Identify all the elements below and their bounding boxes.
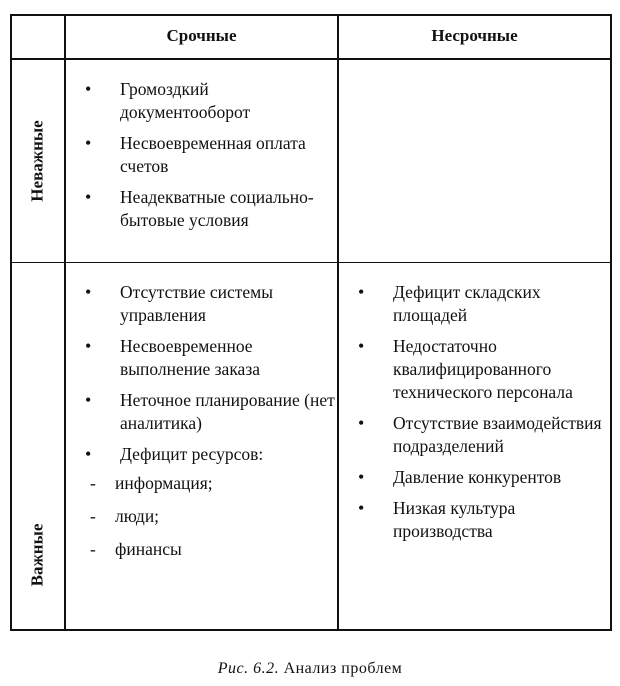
bullet-icon: • xyxy=(85,390,92,410)
row-divider xyxy=(10,262,612,263)
list-item: • Отсутствие системы управления xyxy=(85,282,273,325)
bullet-icon: • xyxy=(85,79,92,99)
list-item: • Громоздкий документооборот xyxy=(85,79,251,122)
bullet-icon: • xyxy=(358,336,365,356)
resource-sublist xyxy=(90,472,337,561)
figure-title: Анализ проблем xyxy=(283,660,403,677)
list-item: • Отсутствие взаимодействия подразделений xyxy=(358,413,602,456)
border-bottom xyxy=(10,629,612,631)
cell-unimportant-urgent xyxy=(66,78,337,240)
header-urgent: Срочные xyxy=(166,26,237,45)
list-item: • Несвоевременная оплата счетов xyxy=(85,133,306,176)
bullet-icon: • xyxy=(85,336,92,356)
sub-list-item: - финансы xyxy=(90,539,182,559)
bullet-icon: • xyxy=(85,282,92,302)
list-item: • Низкая культура производства xyxy=(358,498,516,541)
list-item: • Недостаточно квалифицированного технического персонала xyxy=(358,336,573,402)
row-header-unimportant xyxy=(10,60,65,262)
bullet-icon: • xyxy=(358,498,365,518)
row-header-important xyxy=(10,480,65,630)
bullet-icon: • xyxy=(85,187,92,207)
row-header-important-label: Важные xyxy=(27,523,47,587)
header-non-urgent: Несрочные xyxy=(431,26,518,45)
cell-important-urgent xyxy=(66,281,337,571)
bullet-icon: • xyxy=(358,282,365,302)
dash-icon: - xyxy=(90,506,96,526)
list-item: • Давление конкурентов xyxy=(358,467,562,487)
bullet-icon: • xyxy=(358,413,365,433)
row-header-unimportant-label: Неважные xyxy=(27,120,47,202)
list-item: • Неточное планирование (нет аналитика) xyxy=(85,390,335,433)
bullet-icon: • xyxy=(85,133,92,153)
list-item: • Неадекватные социально-бытовые условия xyxy=(85,187,314,230)
bullet-icon: • xyxy=(85,444,92,464)
list-item: • Дефицит складских площадей xyxy=(358,282,541,325)
border-right xyxy=(610,14,612,631)
sub-list-item: - люди; xyxy=(90,506,160,526)
figure-label: Рис. 6.2. xyxy=(217,660,280,677)
figure-caption xyxy=(0,660,620,678)
dash-icon: - xyxy=(90,473,96,493)
sub-list-item: - информация; xyxy=(90,473,213,493)
bullet-icon: • xyxy=(358,467,365,487)
dash-icon: - xyxy=(90,539,96,559)
list-item: • Дефицит ресурсов: - информация; - люди; - финансы xyxy=(66,443,337,561)
cell-important-non-urgent xyxy=(339,281,610,551)
list-item: • Несвоевременное выполнение заказа xyxy=(85,336,261,379)
cell-unimportant-non-urgent xyxy=(339,60,610,262)
